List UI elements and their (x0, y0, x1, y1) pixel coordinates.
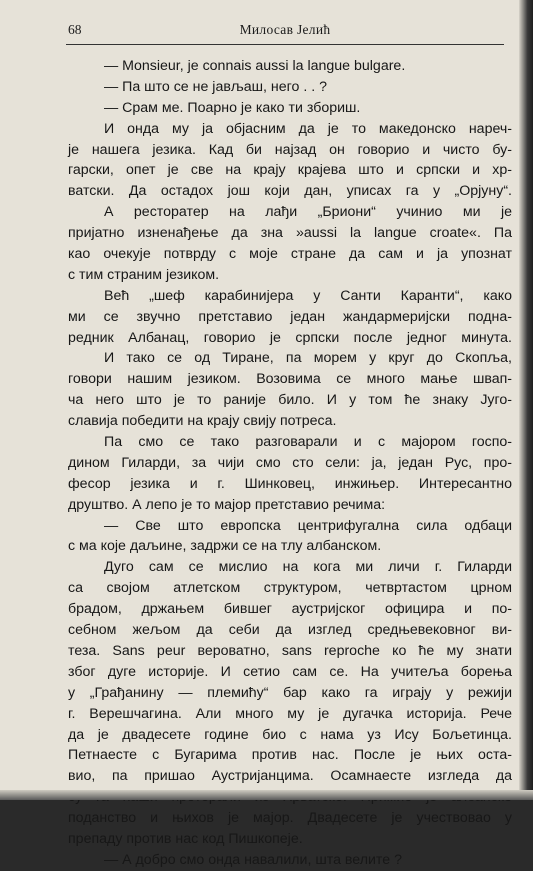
text-line: због дуге историје. И сетио сам се. На учитеља борења (68, 663, 512, 680)
text-line: као очекује потврду с моје стране да сам и ја упознат (68, 246, 512, 263)
text-line: славија победити на крају свију потреса. (68, 413, 337, 430)
text-line: И онда му ја објасним да је то македонско нареч- (104, 120, 512, 137)
page-bottom-edge (0, 790, 533, 800)
text-line: — А добро смо онда навалили, шта велите ? (104, 851, 402, 868)
text-line: Већ „шеф карабинијера у Санти Каранти“, како (104, 287, 512, 304)
text-line: с тим страним језиком. (68, 266, 220, 283)
text-line: ватски. Да остадох још који дан, уписах га у „Орјуну“. (68, 183, 512, 200)
text-line: ми се звучно претставио један жандармеријски подна- (68, 308, 512, 325)
header-rule (66, 44, 504, 45)
text-line: дином Гиларди, за чији смо сто сели: ја, један Рус, про- (68, 454, 512, 471)
running-head: Милосав Јелић (239, 22, 331, 37)
text-line: И тако се од Тиране, па морем у круг до Скопља, (104, 350, 512, 367)
text-line: препаду против нас код Пишкопеје. (68, 830, 303, 847)
text-line: — Срам ме. Поарно је како ти збориш. (104, 99, 361, 116)
page-edge-shadow (519, 0, 533, 800)
text-line: ча него што је то раније било. И у том ће знаку Југо- (68, 392, 512, 409)
text-line: са својом атлетском структуром, четвртастом црном (68, 580, 512, 597)
text-line: говори нашим језиком. Возовима се много мање швап- (68, 371, 512, 388)
text-line: редник Албанац, говорио је српски после једног минута. (68, 329, 512, 346)
text-line: поданство и њихов је мајор. Двадесете је учествовао у (68, 810, 512, 827)
text-line: себном жељом да себи да изглед средњевековног ви- (68, 622, 512, 639)
text-line: друштво. А лепо је то мајор претставио речима: (68, 496, 386, 513)
text-line: је нашега језика. Кад би најзад он говорио и чисто бу- (68, 141, 512, 158)
text-line: Дуго сам се мислио на кога ми личи г. Гиларди (104, 559, 512, 576)
text-line: гарски, опет је све на крају крајева што и српски и хр- (68, 162, 512, 179)
text-line: г. Верешчагина. Али много му је дугачка историја. Рече (68, 705, 512, 722)
page-number: 68 (68, 22, 82, 37)
body-text (68, 56, 512, 871)
text-line: у „Грађанину — племићу“ бар како га играју у режији (68, 684, 512, 701)
text-line: вио, па пришао Аустријанцима. Осамнаесте изгледа да (68, 768, 512, 785)
text-line: да је двадесете године био с нама уз Ису Бољетинца. (68, 726, 512, 743)
text-line: теза. Sans peur вероватно, sans reproche ко ће му знати (68, 642, 512, 659)
text-line: Петнаесте с Бугарима против нас. После је њих оста- (68, 747, 512, 764)
text-line: Па смо се тако разговарали и с мајором госпо- (104, 434, 512, 451)
text-line: — Monsieur, je connais aussi la langue bulgare. (104, 58, 406, 74)
text-line: — Па што се не јављаш, него . . ? (104, 78, 327, 95)
text-line: А ресторатер на лађи „Бриони“ учинио ми је (104, 204, 512, 221)
text-line: пријатно изненађење да зна »aussi la langue croate«. Па (68, 225, 512, 242)
text-line: фесор језика и г. Шинковец, инжињер. Интересантно (68, 475, 512, 492)
text-line: — Све што европска центрифугална сила одбаци (104, 517, 512, 534)
text-line: брадом, држањем бившег аустријског официра и по- (68, 601, 512, 618)
text-line: с ма које даљине, задржи се на тлу албанском. (68, 538, 382, 555)
